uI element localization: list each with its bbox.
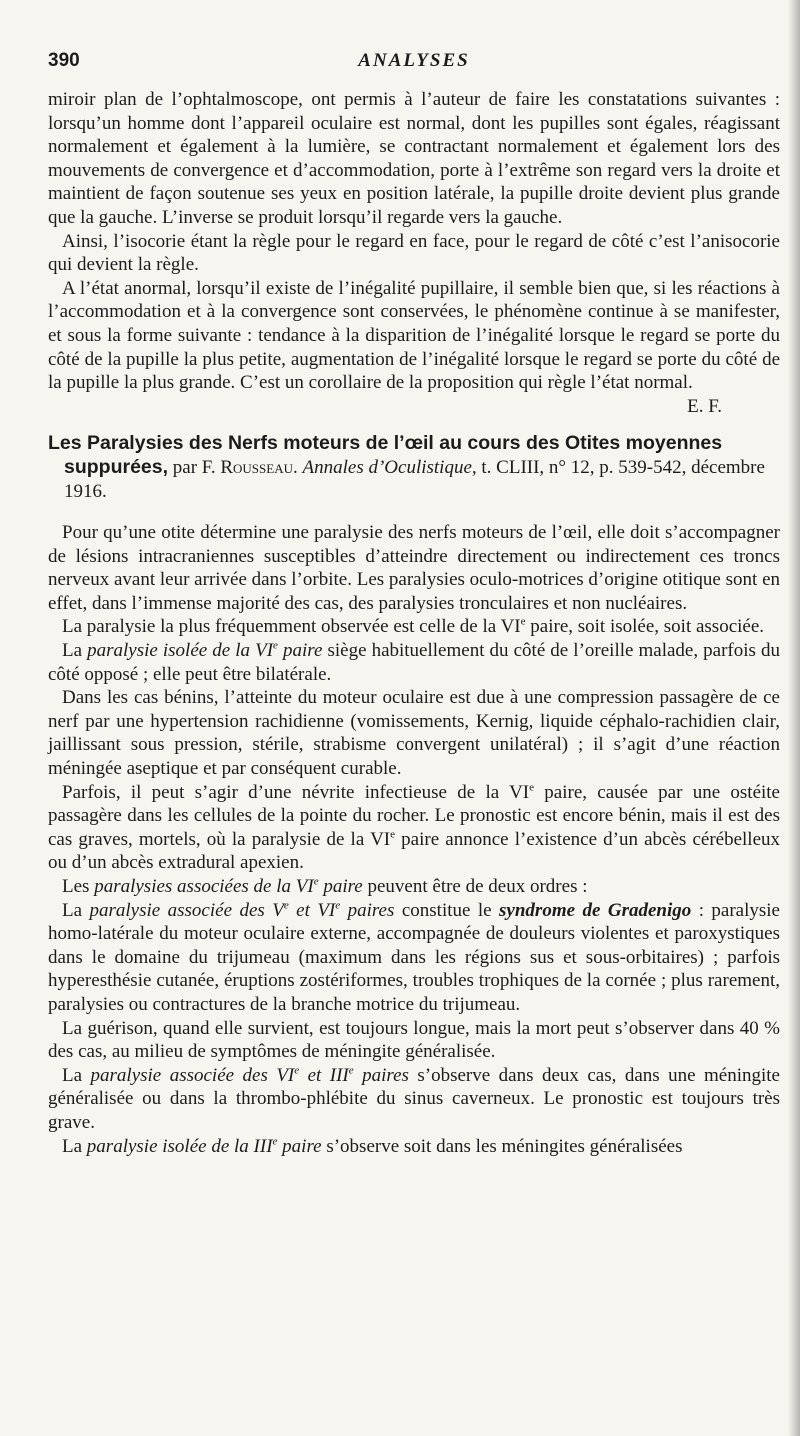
article-paragraph [48, 639, 780, 686]
text-run: La [62, 1064, 91, 1086]
superscript: e [335, 899, 341, 912]
text-run: peuvent être de deux ordres : [362, 876, 588, 897]
page-header [48, 50, 780, 76]
article-paragraph [48, 1135, 780, 1159]
text-run: paire, causée par une ostéite passagère dans les cellules de la pointe du rocher. Le pronostic est encore bénin, mais il est des cas graves, mortels, où la paralysie de la VI [48, 781, 780, 850]
article-journal: Annales d’Oculistique, [302, 456, 477, 478]
italic-term: paire [277, 1135, 322, 1157]
superscript: e [294, 1064, 300, 1077]
text-run: constitue le [394, 899, 500, 921]
text-run: La paralysie la plus fréquemment observée est celle de la VI [62, 616, 521, 638]
superscript: e [520, 616, 526, 629]
article-paragraph: La guérison, quand elle survient, est toujours longue, mais la mort peut s’observer dans 40 % des cas, au milieu de symptômes de méningite généralisée. [48, 1017, 780, 1063]
page-body [48, 88, 780, 1158]
superscript: e [272, 1135, 278, 1148]
superscript: e [390, 828, 396, 841]
page-number: 390 [48, 50, 80, 71]
article-paragraph: Pour qu’une otite détermine une paralysie des nerfs moteurs de l’œil, elle doit s’accompagner de lésions intracraniennes susceptibles d’atteindre directement ou indirectement ces troncs nerveux avant leur arrivée dans l’orbite. Les paralysies oculo-motrices d’origine otitique sont en effet, dans l’immense majorité des cas, des paralysies tronculaires et non nucléaires. [48, 522, 780, 614]
article-heading [48, 432, 780, 503]
superscript: e [313, 875, 319, 888]
italic-term: paralysie isolée de la III [86, 1135, 273, 1157]
prev-article-paragraph: miroir plan de l’ophtalmoscope, ont permis à l’auteur de faire les constatations suivantes : lorsqu’un homme dont l’appareil oculaire est normal, dont les pupilles sont égales, réagissant normalement et également à la lumière, se contractant normalement et également lors des mouvements de convergence et d’accommodation, porte à l’extrême son regard vers la droite et maintient de façon soutenue ses yeux en position latérale, la pupille droite devient plus grande que la gauche. L’inverse se produit lorsqu’il regarde vers la gauche. [48, 89, 780, 228]
article-citation: t. CLIII, n° 12, p. 539-542, décembre 1916. [64, 456, 765, 502]
italic-term: paralysie isolée de la VI [87, 640, 274, 662]
text-run: La [62, 1135, 87, 1157]
article-author: Rousseau. [220, 456, 298, 478]
superscript: e [273, 639, 278, 652]
text-run: La [62, 899, 90, 921]
italic-term: paralysies associées de la VI [94, 876, 314, 897]
article-paragraph [48, 615, 780, 639]
text-run: Les [62, 876, 95, 897]
text-run: Parfois, il peut s’agir d’une névrite infectieuse de la VI [62, 781, 530, 803]
text-run: s’observe dans deux cas, dans une méningite généralisée ou dans la thrombo-phlébite du sinus caverneux. Le pronostic est toujours très grave. [48, 1064, 780, 1133]
superscript: e [348, 1064, 354, 1077]
text-run: paire annonce l’existence d’un abcès cérébelleux ou d’un abcès extradural apexien. [48, 828, 780, 874]
italic-term: et III [299, 1064, 349, 1086]
text-run: paire, soit isolée, soit associée. [525, 616, 765, 638]
superscript: e [283, 899, 289, 912]
reviewer-initials: E. F. [687, 395, 722, 417]
italic-term: paires [340, 899, 395, 921]
superscript: e [529, 781, 535, 794]
article-paragraph [48, 899, 780, 1017]
article-by: par F. [172, 456, 216, 478]
italic-term: et VI [288, 899, 336, 921]
article-paragraph [48, 1064, 780, 1135]
article-paragraph: Dans les cas bénins, l’atteinte du moteur oculaire est due à une compression passagère de ce nerf par une hypertension rachidienne (vomissements, Kernig, liquide céphalo-rachidien clair, jaillissant sous pression, stérile, strabisme convergent unilatéral) ; il s’agit d’une réaction méningée aseptique et par conséquent curable. [48, 687, 780, 780]
italic-term: paralysie associée des VI [90, 1064, 295, 1086]
italic-term: paires [353, 1064, 409, 1086]
text-run: s’observe soit dans les méningites généralisées [321, 1135, 683, 1157]
italic-term: paralysie associée des V [89, 899, 284, 921]
prev-article-paragraph: A l’état anormal, lorsqu’il existe de l’inégalité pupillaire, il semble bien que, si les réactions à l’accommodation et à la convergence sont conservées, le phénomène continue à se manifester, et sous la forme suivante : tendance à la disparition de l’inégalité lorsque le regard se porte du côté de la pupille la plus petite, augmentation de l’inégalité lorsque le regard se porte du côté de la pupille la plus grande. C’est un corollaire de la proposition qui règle l’état normal. [48, 277, 780, 394]
italic-term: paire [318, 876, 363, 897]
text-run: siège habituellement du côté de l’oreille malade, parfois du côté opposé ; elle peut être bilatérale. [48, 640, 780, 685]
italic-term: paire [277, 640, 323, 662]
text-run: La [62, 640, 88, 662]
prev-article-paragraph: Ainsi, l’isocorie étant la règle pour le regard en face, pour le regard de côté c’est l’anisocorie qui devient la règle. [48, 230, 780, 276]
page-edge-shadow [788, 0, 800, 1436]
article-title: Les Paralysies des Nerfs moteurs de l’œil au cours des Otites moyennes suppurées, [48, 432, 723, 478]
article-paragraph [48, 875, 780, 899]
article-paragraph [48, 781, 780, 875]
text-run: : paralysie homo-latérale du moteur oculaire externe, accompagnée de douleurs violentes et paroxystiques dans le domaine du trijumeau (maximum dans les régions sus et sous-orbitaires) ; parfois hyperesthésie cutanée, éruptions zostériformes, troubles trophiques de la cornée ; plus rarement, paralysies ou contractures de la branche motrice du trijumeau. [48, 899, 780, 1015]
running-head: ANALYSES [358, 50, 470, 71]
syndrome-name: syndrome de Gradenigo [499, 899, 692, 921]
